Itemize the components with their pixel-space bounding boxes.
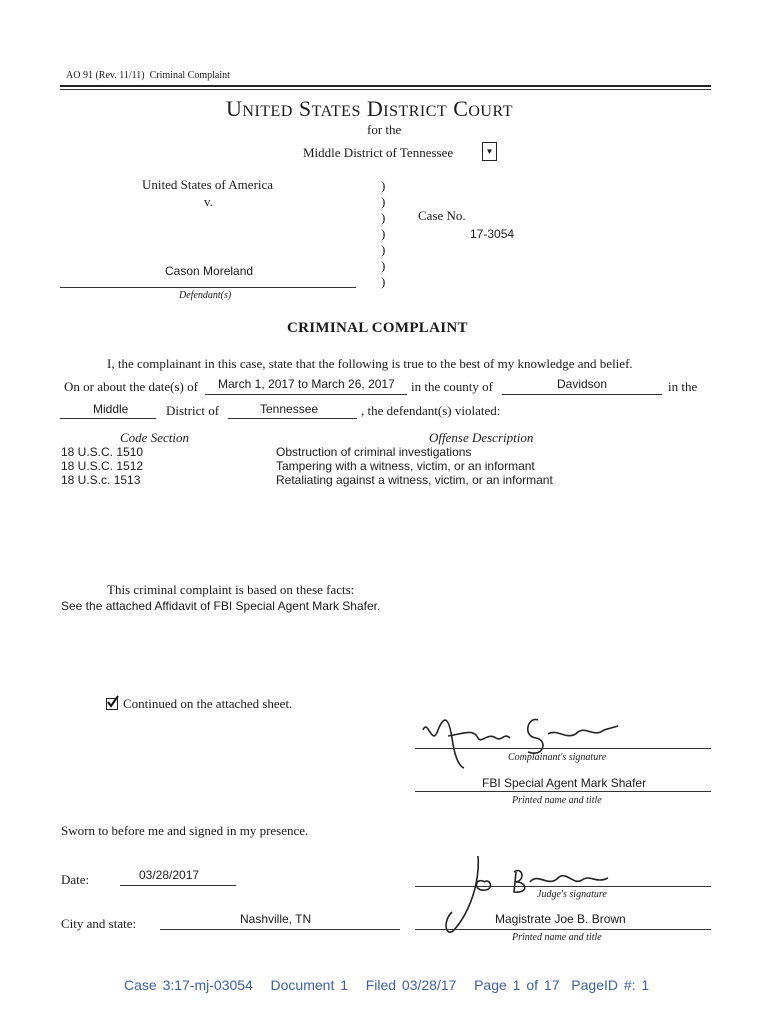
district-field[interactable]: Middle [93,402,129,416]
checkmark-icon [106,695,120,709]
defendant-label: Defendant(s) [179,290,232,301]
footer-filed: Filed 03/28/17 [365,977,457,993]
defendant-name: Cason Moreland [165,264,254,278]
continued-checkbox[interactable] [106,698,118,710]
code-section-header: Code Section [120,430,189,445]
date-field[interactable]: 03/28/2017 [139,868,200,882]
footer-stamp [124,977,649,993]
district-dropdown[interactable] [482,142,497,161]
court-title: UNITED STATES DISTRICT COURT [226,96,513,121]
sworn-statement: Sworn to before me and signed in my presence. [61,823,309,838]
for-the-label: for the [367,122,402,137]
paren: ) [381,194,386,209]
paren: ) [381,226,386,241]
case-no-value: 17-3054 [470,227,515,241]
judge-printed-label: Printed name and title [512,932,602,943]
paren: ) [381,242,386,257]
in-county-label: in the county of [411,379,493,394]
form-name: Criminal Complaint [149,70,230,81]
paren: ) [381,210,386,225]
complainant-printed-label: Printed name and title [512,795,602,806]
complainant-printed-name: FBI Special Agent Mark Shafer [482,776,647,790]
case-no-label: Case No. [418,208,466,223]
county-field[interactable]: Davidson [557,377,608,391]
judge-printed-line [415,929,711,930]
complainant-printed-line [415,791,711,792]
date-underline [120,885,236,886]
footer-pageid: PageID #: 1 [571,977,650,993]
footer-page: Page 1 of 17 [474,977,560,993]
judge-sig-line [415,886,711,887]
judge-printed-name: Magistrate Joe B. Brown [495,912,626,926]
facts-label: This criminal complaint is based on these facts: [107,582,355,597]
form-header [66,70,230,81]
offense-description-header: Offense Description [429,430,534,445]
offense-desc: Retaliating against a witness, victim, or an informant [276,473,553,487]
date-label: Date: [61,872,90,887]
district-name: Middle District of Tennessee [303,145,454,160]
footer-document: Document 1 [270,977,349,993]
paren: ) [381,258,386,273]
dates-underline [205,394,407,395]
footer-case: Case 3:17-mj-03054 [124,977,253,993]
district-of-label: District of [166,403,220,418]
dates-field[interactable]: March 1, 2017 to March 26, 2017 [218,377,395,391]
state-underline [228,418,357,419]
offense-desc: Tampering with a witness, victim, or an informant [276,459,535,473]
offense-desc: Obstruction of criminal investigations [276,445,472,459]
offense-code: 18 U.S.C. 1512 [61,459,144,473]
paren: ) [381,274,386,289]
continued-label: Continued on the attached sheet. [123,696,293,711]
state-field[interactable]: Tennessee [260,402,319,416]
offense-code: 18 U.S.c. 1513 [61,473,141,487]
complainant-sig-line [415,748,711,749]
in-the-label: in the [668,379,698,394]
judge-sig-label: Judge's signature [537,889,607,900]
header-rule-thick [60,85,711,87]
complaint-heading: CRIMINAL COMPLAINT [287,320,468,336]
header-rule-thin [60,89,711,90]
city-state-underline [160,929,400,930]
defendant-line [60,287,356,288]
versus-label: v. [204,194,213,209]
plaintiff-name: United States of America [142,177,274,192]
on-or-about-label: On or about the date(s) of [64,379,198,394]
county-underline [502,394,662,395]
facts-text: See the attached Affidavit of FBI Special Agent Mark Shafer. [61,599,381,613]
intro-statement: I, the complainant in this case, state that the following is true to the best of my knowledge and belief. [107,356,633,371]
complainant-sig-label: Complainant's signature [508,752,607,763]
paren: ) [381,178,386,193]
city-state-label: City and state: [61,916,137,931]
district-underline [60,418,156,419]
form-id: AO 91 (Rev. 11/11) [66,70,145,81]
defendant-violated-label: , the defendant(s) violated: [361,403,501,418]
offense-code: 18 U.S.C. 1510 [61,445,144,459]
chevron-down-icon: ▼ [485,147,494,156]
city-state-field[interactable]: Nashville, TN [240,912,312,926]
